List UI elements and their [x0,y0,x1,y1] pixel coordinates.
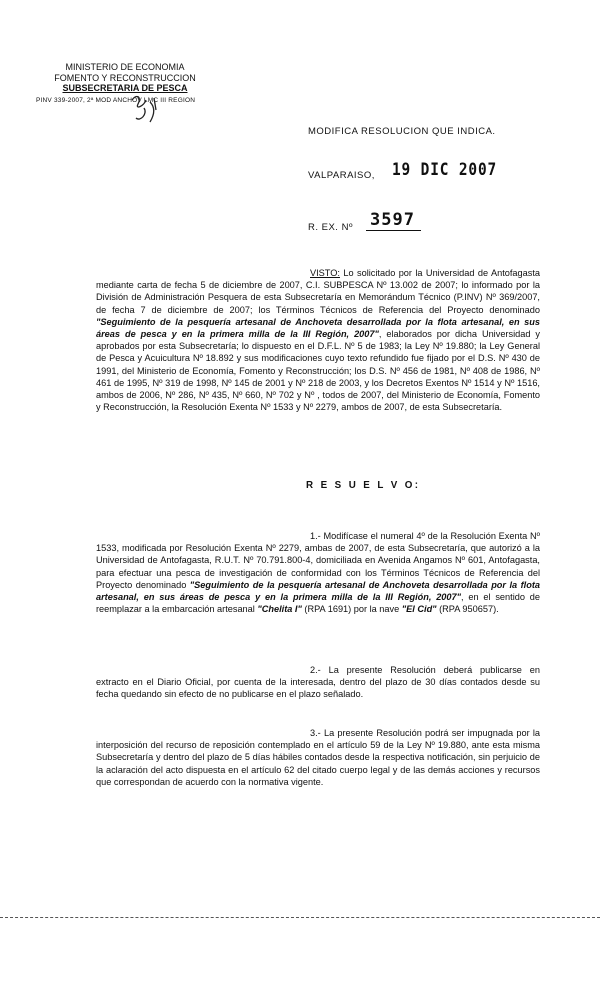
place-label: VALPARAISO, [308,170,375,181]
resuelvo-heading: R E S U E L V O: [306,480,421,491]
visto-label: VISTO: [310,268,340,278]
item-2-text: La presente Resolución deberá publicarse en extracto en el Diario Oficial, por cuenta de la interesada, dentro del plazo de 30 días contados desde su fecha quedando sin efecto de no publicarse en el plazo señalado. [96,665,540,700]
item-1-number: 1.- [310,531,321,541]
item-1-text-d: (RPA 950657). [439,604,499,615]
resolution-number-label: R. EX. Nº [308,222,353,233]
visto-project-title: "Seguimiento de la pesquería artesanal de Anchoveta desarrollada por la flota artesanal, en sus áreas de pesca y en la primera milla de la III Región, 2007" [96,316,540,340]
document-subject: MODIFICA RESOLUCION QUE INDICA. [308,126,496,137]
stamped-date: 19 DIC 2007 [392,160,498,180]
item-2-paragraph [96,664,540,701]
item-2-number: 2.- [310,665,321,675]
item-1-vessel-old: "Chelita I" [257,604,302,615]
item-1-text-b: , en el sentido de reemplazar a la embarcación artesanal [96,592,540,615]
item-1-text-a: Modifícase el numeral 4º de la Resolución Exenta Nº 1533, modificada por Resolución Exenta Nº 2279, ambas de 2007, de esta Subsecretaría, que autorizó a la Universidad de Antofagasta, R.U.T. Nº 70.791.800-4, domiciliada en Avenida Angamos Nº 601, Antofagasta, para efectuar una pesca de investigación de conformidad con los Términos Técnicos de Referencia del Proyecto denominado [96,531,540,590]
subsecretaria-name: SUBSECRETARIA DE PESCA [62,83,188,93]
letterhead [40,62,210,94]
visto-paragraph [96,267,540,413]
item-1-vessel-new: "El Cid" [401,604,437,615]
page-cut-line [0,917,600,918]
item-3-number: 3.- [310,728,321,738]
handwritten-initials [126,92,166,128]
ministry-name: MINISTERIO DE ECONOMIA [65,62,185,72]
visto-text-b: , elaborados por dicha Universidad y aprobados por esta Subsecretaría; lo dispuesto en el D.F.L. Nº 5 de 1983; la Ley Nº 19.880; la Ley General de Pesca y Acuicultura Nº 18.892 y sus modificaciones cuyo texto refundido fue fijado por el D.S. Nº 430 de 1991, del Ministerio de Economía, Fomento y Reconstrucción; los D.S. Nº 456 de 1981, Nº 408 de 1986, Nº 461 de 1995, Nº 319 de 1998, Nº 145 de 2001 y Nº 218 de 2003, y los Decretos Exentos Nº 1514 y Nº 1516, ambos de 2006, Nº 286, Nº 435, Nº 660, Nº 702 y Nº , todos de 2007, del Ministerio de Economía, Fomento y Reconstrucción, la Resolución Exenta Nº 1533 y Nº 2279, ambos de 2007, de esta Subsecretaría. [96,329,540,413]
item-1-project-title: "Seguimiento de la pesquería artesanal de Anchoveta desarrollada por la flota artesanal, en sus áreas de pesca y en la primera milla de la III Región, 2007" [96,579,540,603]
ministry-subtitle: FOMENTO Y RECONSTRUCCION [54,72,196,83]
item-3-text: La presente Resolución podrá ser impugnada por la interposición del recurso de reposición contemplado en el artículo 59 de la Ley Nº 19.880, ante esta misma Subsecretaría y dentro del plazo de 5 días hábiles contados desde la respectiva notificación, sin perjuicio de la aclaración del acto dispuesta en el artículo 62 del citado cuerpo legal y de las demás acciones y recursos que correspondan de acuerdo con la normativa vigente. [96,728,540,787]
item-1-text-c: (RPA 1691) por la nave [304,604,400,615]
item-3-paragraph [96,727,540,788]
reference-code: PINV 339-2007, 2ª MOD ANCHOV LMC III REGION [36,97,196,104]
item-1-paragraph [96,530,540,615]
resolution-number: 3597 [366,210,421,231]
visto-text-a: Lo solicitado por la Universidad de Antofagasta mediante carta de fecha 5 de diciembre de 2007, C.I. SUBPESCA Nº 13.002 de 2007; lo informado por la División de Administración Pesquera de esta Subsecretaría en Memorándum Técnico (P.INV) Nº 369/2007, de fecha 7 de diciembre de 2007; los Términos Técnicos de Referencia del Proyecto denominado [96,268,540,315]
